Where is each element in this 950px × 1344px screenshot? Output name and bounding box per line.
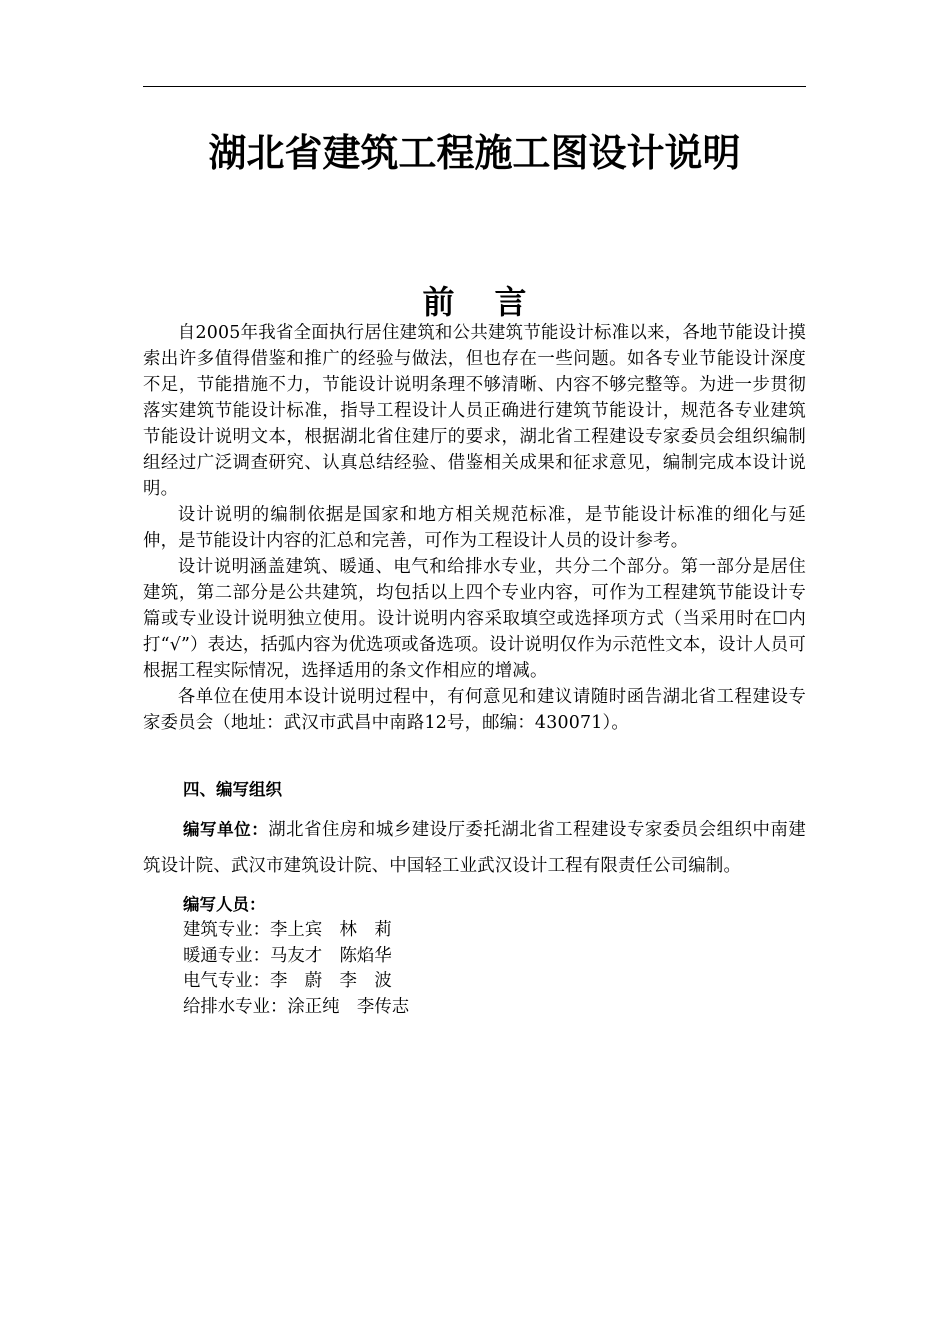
staff-specialty: 给排水专业： <box>183 996 288 1017</box>
staff-row <box>183 918 806 944</box>
preface-paragraph: 各单位在使用本设计说明过程中，有何意见和建议请随时函告湖北省工程建设专家委员会（地址：武汉市武昌中南路12号，邮编：430071）。 <box>143 687 806 733</box>
preface-heading <box>143 280 806 324</box>
staff-row <box>183 995 806 1021</box>
preface-body <box>143 320 806 736</box>
compiling-unit-label: 编写单位： <box>183 820 269 839</box>
preface-heading-char: 前 <box>422 283 455 321</box>
staff-specialty: 建筑专业： <box>183 920 270 940</box>
compiling-unit-text: 湖北省住房和城乡建设厅委托湖北省工程建设专家委员会组织中南建筑设计院、武汉市建筑设计院、中国轻工业武汉设计工程有限责任公司编制。 <box>143 820 806 876</box>
staff-names: 李 蔚 李 波 <box>269 971 392 991</box>
staff-names: 马友才 陈焰华 <box>269 945 392 966</box>
compiling-unit-paragraph <box>143 812 806 884</box>
section-heading: 四、编写组织 <box>183 780 282 799</box>
staff-names: 李上宾 林 莉 <box>269 920 392 940</box>
document-title: 湖北省建筑工程施工图设计说明 <box>208 131 741 175</box>
staff-list <box>143 918 806 1020</box>
staff-specialty: 暖通专业： <box>183 945 270 966</box>
preface-paragraph: 设计说明的编制依据是国家和地方相关规范标准，是节能设计标准的细化与延伸，是节能设计内容的汇总和完善，可作为工程设计人员的设计参考。 <box>143 505 806 551</box>
staff-row <box>183 944 806 970</box>
staff-specialty: 电气专业： <box>183 971 270 991</box>
header-rule <box>143 86 806 87</box>
preface-paragraph: 自2005年我省全面执行居住建筑和公共建筑节能设计标准以来，各地节能设计摸索出许多值得借鉴和推广的经验与做法，但也存在一些问题。如各专业节能设计深度不足，节能措施不力，节能设计说明条理不够清晰、内容不够完整等。为进一步贯彻落实建筑节能设计标准，指导工程设计人员正确进行建筑节能设计，规范各专业建筑节能设计说明文本，根据湖北省住建厅的要求，湖北省工程建设专家委员会组织编制组经过广泛调查研究、认真总结经验、借鉴相关成果和征求意见，编制完成本设计说明。 <box>143 323 806 499</box>
staff-names: 涂正纯 李传志 <box>287 996 410 1017</box>
preface-heading-char: 言 <box>494 283 527 321</box>
staff-heading: 编写人员： <box>183 895 266 914</box>
organization-section <box>143 776 806 1020</box>
preface-paragraph: 设计说明涵盖建筑、暖通、电气和给排水专业，共分二个部分。第一部分是居住建筑，第二部分是公共建筑，均包括以上四个专业内容，可作为工程建筑节能设计专篇或专业设计说明独立使用。设计说明内容采取填空或选择项方式（当采用时在☐内打“√”）表达，括弧内容为优选项或备选项。设计说明仅作为示范性文本，设计人员可根据工程实际情况，选择适用的条文作相应的增减。 <box>143 557 806 681</box>
staff-row <box>183 969 806 995</box>
